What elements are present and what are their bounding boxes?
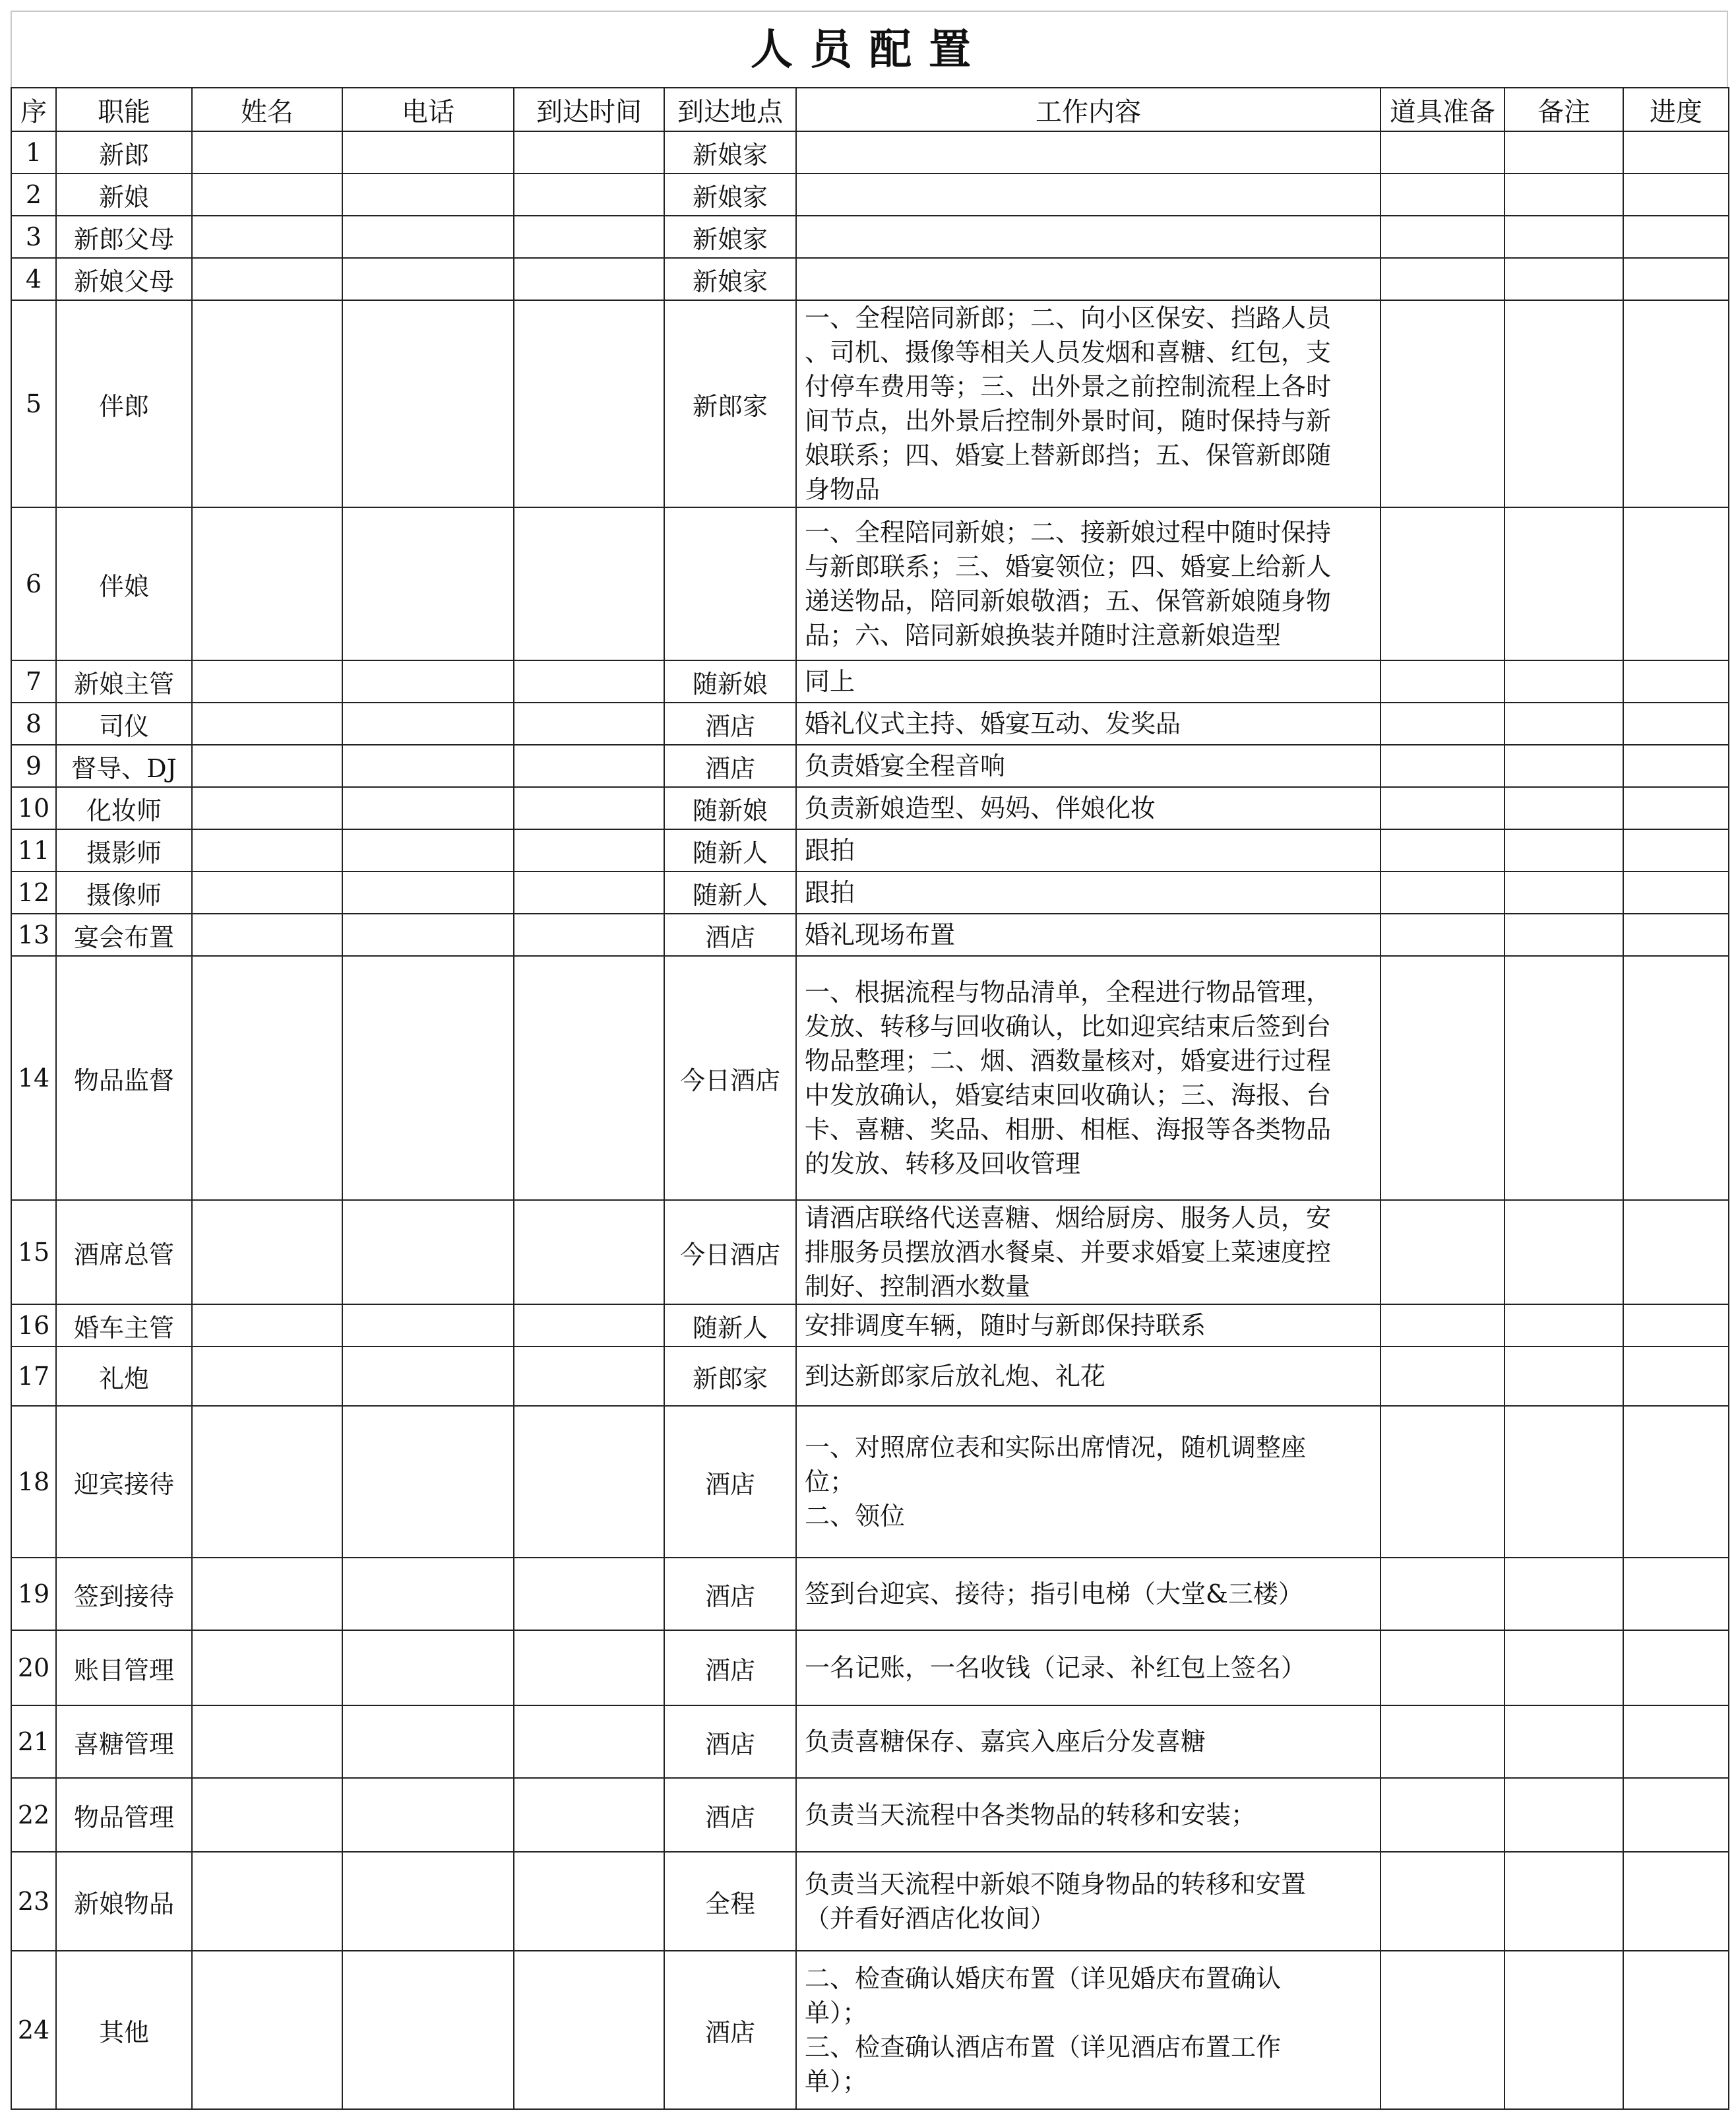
cell-work[interactable]: 请酒店联络代送喜糖、烟给厨房、服务人员，安 排服务员摆放酒水餐桌、并要求婚宴上菜速度控 制好、控制酒水数量 <box>796 1200 1380 1304</box>
table-row <box>11 914 1729 956</box>
cell-place[interactable]: 新郎家 <box>664 1347 796 1406</box>
cell-place[interactable]: 新娘家 <box>664 174 796 216</box>
cell-progress[interactable] <box>1623 1406 1729 1558</box>
cell-no[interactable]: 9 <box>11 745 56 787</box>
cell-place[interactable]: 随新人 <box>664 829 796 871</box>
cell-role[interactable]: 摄像师 <box>56 871 192 914</box>
cell-name[interactable] <box>192 914 342 956</box>
cell-phone[interactable] <box>342 956 514 1200</box>
cell-role[interactable]: 账目管理 <box>56 1630 192 1705</box>
cell-name[interactable] <box>192 216 342 258</box>
cell-name[interactable] <box>192 787 342 829</box>
cell-time[interactable] <box>514 745 664 787</box>
cell-phone[interactable] <box>342 871 514 914</box>
cell-phone[interactable] <box>342 660 514 703</box>
cell-no[interactable]: 5 <box>11 300 56 507</box>
cell-props[interactable] <box>1380 300 1504 507</box>
cell-place[interactable]: 今日酒店 <box>664 1200 796 1304</box>
cell-props[interactable] <box>1380 1778 1504 1852</box>
table-row <box>11 1852 1729 1951</box>
cell-phone[interactable] <box>342 258 514 300</box>
cell-place[interactable]: 酒店 <box>664 745 796 787</box>
cell-role[interactable]: 新娘物品 <box>56 1852 192 1951</box>
header-cell-work: 工作内容 <box>796 88 1380 131</box>
cell-note[interactable] <box>1504 1304 1623 1347</box>
table-row <box>11 1304 1729 1347</box>
cell-no[interactable]: 1 <box>11 131 56 174</box>
cell-time[interactable] <box>514 300 664 507</box>
cell-place[interactable]: 全程 <box>664 1852 796 1951</box>
cell-note[interactable] <box>1504 1558 1623 1630</box>
cell-no[interactable]: 13 <box>11 914 56 956</box>
header-cell-role: 职能 <box>56 88 192 131</box>
cell-work[interactable]: 负责当天流程中新娘不随身物品的转移和安置 （并看好酒店化妆间） <box>796 1852 1380 1951</box>
cell-progress[interactable] <box>1623 1558 1729 1630</box>
cell-no[interactable]: 22 <box>11 1778 56 1852</box>
cell-no[interactable]: 10 <box>11 787 56 829</box>
cell-note[interactable] <box>1504 703 1623 745</box>
cell-role[interactable]: 喜糖管理 <box>56 1705 192 1778</box>
cell-name[interactable] <box>192 507 342 660</box>
cell-note[interactable] <box>1504 131 1623 174</box>
cell-phone[interactable] <box>342 1778 514 1852</box>
cell-no[interactable]: 15 <box>11 1200 56 1304</box>
cell-no[interactable]: 24 <box>11 1951 56 2109</box>
cell-note[interactable] <box>1504 1852 1623 1951</box>
cell-note[interactable] <box>1504 956 1623 1200</box>
cell-no[interactable]: 20 <box>11 1630 56 1705</box>
cell-progress[interactable] <box>1623 174 1729 216</box>
cell-role[interactable]: 迎宾接待 <box>56 1406 192 1558</box>
cell-time[interactable] <box>514 507 664 660</box>
cell-role[interactable]: 新娘父母 <box>56 258 192 300</box>
cell-place[interactable]: 酒店 <box>664 1951 796 2109</box>
cell-place[interactable]: 随新人 <box>664 1304 796 1347</box>
cell-work[interactable] <box>796 216 1380 258</box>
cell-progress[interactable] <box>1623 1200 1729 1304</box>
cell-time[interactable] <box>514 258 664 300</box>
cell-name[interactable] <box>192 1705 342 1778</box>
spreadsheet <box>11 11 1728 2110</box>
cell-role[interactable]: 伴郎 <box>56 300 192 507</box>
cell-props[interactable] <box>1380 1630 1504 1705</box>
cell-phone[interactable] <box>342 507 514 660</box>
cell-note[interactable] <box>1504 829 1623 871</box>
table-row <box>11 871 1729 914</box>
cell-name[interactable] <box>192 1406 342 1558</box>
cell-name[interactable] <box>192 745 342 787</box>
cell-progress[interactable] <box>1623 1778 1729 1852</box>
cell-props[interactable] <box>1380 258 1504 300</box>
table-row <box>11 1347 1729 1406</box>
cell-props[interactable] <box>1380 956 1504 1200</box>
cell-name[interactable] <box>192 871 342 914</box>
cell-note[interactable] <box>1504 1630 1623 1705</box>
cell-progress[interactable] <box>1623 660 1729 703</box>
cell-place[interactable]: 新娘家 <box>664 258 796 300</box>
header-cell-note: 备注 <box>1504 88 1623 131</box>
cell-phone[interactable] <box>342 1558 514 1630</box>
cell-no[interactable]: 23 <box>11 1852 56 1951</box>
cell-progress[interactable] <box>1623 914 1729 956</box>
cell-work[interactable]: 二、检查确认婚庆布置（详见婚庆布置确认 单）； 三、检查确认酒店布置（详见酒店布置工作 单）； <box>796 1951 1380 2109</box>
cell-no[interactable]: 11 <box>11 829 56 871</box>
cell-phone[interactable] <box>342 829 514 871</box>
cell-progress[interactable] <box>1623 216 1729 258</box>
cell-no[interactable]: 6 <box>11 507 56 660</box>
cell-time[interactable] <box>514 829 664 871</box>
cell-progress[interactable] <box>1623 787 1729 829</box>
cell-name[interactable] <box>192 174 342 216</box>
cell-name[interactable] <box>192 703 342 745</box>
cell-name[interactable] <box>192 1778 342 1852</box>
cell-note[interactable] <box>1504 1347 1623 1406</box>
cell-phone[interactable] <box>342 703 514 745</box>
cell-time[interactable] <box>514 1406 664 1558</box>
cell-time[interactable] <box>514 1304 664 1347</box>
cell-work[interactable]: 婚礼仪式主持、婚宴互动、发奖品 <box>796 703 1380 745</box>
cell-work[interactable] <box>796 174 1380 216</box>
cell-progress[interactable] <box>1623 258 1729 300</box>
table-row <box>11 787 1729 829</box>
cell-phone[interactable] <box>342 1630 514 1705</box>
cell-name[interactable] <box>192 258 342 300</box>
cell-progress[interactable] <box>1623 1951 1729 2109</box>
table-row <box>11 1778 1729 1852</box>
cell-name[interactable] <box>192 1558 342 1630</box>
cell-work[interactable]: 跟拍 <box>796 871 1380 914</box>
cell-props[interactable] <box>1380 703 1504 745</box>
cell-note[interactable] <box>1504 174 1623 216</box>
cell-props[interactable] <box>1380 507 1504 660</box>
cell-name[interactable] <box>192 1347 342 1406</box>
cell-note[interactable] <box>1504 1705 1623 1778</box>
cell-props[interactable] <box>1380 1852 1504 1951</box>
cell-props[interactable] <box>1380 174 1504 216</box>
cell-progress[interactable] <box>1623 1304 1729 1347</box>
cell-note[interactable] <box>1504 216 1623 258</box>
table-row <box>11 829 1729 871</box>
cell-role[interactable]: 新郎 <box>56 131 192 174</box>
cell-no[interactable]: 19 <box>11 1558 56 1630</box>
table-row <box>11 174 1729 216</box>
cell-place[interactable]: 酒店 <box>664 914 796 956</box>
cell-name[interactable] <box>192 1304 342 1347</box>
cell-role[interactable]: 新娘主管 <box>56 660 192 703</box>
cell-note[interactable] <box>1504 787 1623 829</box>
cell-progress[interactable] <box>1623 829 1729 871</box>
header-row <box>11 88 1729 131</box>
cell-name[interactable] <box>192 660 342 703</box>
cell-work[interactable]: 一名记账，一名收钱（记录、补红包上签名） <box>796 1630 1380 1705</box>
table-row <box>11 131 1729 174</box>
cell-props[interactable] <box>1380 1558 1504 1630</box>
cell-props[interactable] <box>1380 1304 1504 1347</box>
cell-props[interactable] <box>1380 914 1504 956</box>
cell-place[interactable]: 随新娘 <box>664 660 796 703</box>
cell-work[interactable]: 签到台迎宾、接待；指引电梯（大堂&三楼） <box>796 1558 1380 1630</box>
cell-role[interactable]: 婚车主管 <box>56 1304 192 1347</box>
cell-place[interactable] <box>664 507 796 660</box>
cell-note[interactable] <box>1504 660 1623 703</box>
cell-props[interactable] <box>1380 871 1504 914</box>
cell-name[interactable] <box>192 300 342 507</box>
table-row <box>11 1951 1729 2109</box>
cell-no[interactable]: 17 <box>11 1347 56 1406</box>
cell-note[interactable] <box>1504 1406 1623 1558</box>
cell-time[interactable] <box>514 1951 664 2109</box>
cell-props[interactable] <box>1380 1347 1504 1406</box>
cell-place[interactable]: 酒店 <box>664 1705 796 1778</box>
cell-work[interactable]: 负责新娘造型、妈妈、伴娘化妆 <box>796 787 1380 829</box>
cell-progress[interactable] <box>1623 507 1729 660</box>
cell-work[interactable]: 跟拍 <box>796 829 1380 871</box>
cell-props[interactable] <box>1380 787 1504 829</box>
cell-phone[interactable] <box>342 1705 514 1778</box>
cell-no[interactable]: 2 <box>11 174 56 216</box>
cell-props[interactable] <box>1380 1200 1504 1304</box>
table-row <box>11 745 1729 787</box>
cell-role[interactable]: 化妆师 <box>56 787 192 829</box>
cell-time[interactable] <box>514 131 664 174</box>
header-cell-no: 序 <box>11 88 56 131</box>
cell-time[interactable] <box>514 703 664 745</box>
cell-name[interactable] <box>192 1852 342 1951</box>
cell-phone[interactable] <box>342 1347 514 1406</box>
cell-place[interactable]: 酒店 <box>664 1630 796 1705</box>
cell-note[interactable] <box>1504 300 1623 507</box>
cell-props[interactable] <box>1380 1951 1504 2109</box>
cell-phone[interactable] <box>342 914 514 956</box>
cell-place[interactable]: 酒店 <box>664 1778 796 1852</box>
cell-place[interactable]: 酒店 <box>664 703 796 745</box>
cell-no[interactable]: 8 <box>11 703 56 745</box>
cell-role[interactable]: 物品管理 <box>56 1778 192 1852</box>
cell-work[interactable]: 负责婚宴全程音响 <box>796 745 1380 787</box>
cell-note[interactable] <box>1504 1200 1623 1304</box>
cell-role[interactable]: 礼炮 <box>56 1347 192 1406</box>
cell-work[interactable]: 负责当天流程中各类物品的转移和安装； <box>796 1778 1380 1852</box>
cell-props[interactable] <box>1380 829 1504 871</box>
cell-role[interactable]: 签到接待 <box>56 1558 192 1630</box>
cell-work[interactable]: 负责喜糖保存、嘉宾入座后分发喜糖 <box>796 1705 1380 1778</box>
cell-progress[interactable] <box>1623 956 1729 1200</box>
cell-no[interactable]: 4 <box>11 258 56 300</box>
cell-phone[interactable] <box>342 216 514 258</box>
cell-place[interactable]: 今日酒店 <box>664 956 796 1200</box>
cell-time[interactable] <box>514 1852 664 1951</box>
cell-time[interactable] <box>514 1558 664 1630</box>
cell-role[interactable]: 新娘 <box>56 174 192 216</box>
cell-phone[interactable] <box>342 1200 514 1304</box>
cell-work[interactable]: 安排调度车辆，随时与新郎保持联系 <box>796 1304 1380 1347</box>
cell-phone[interactable] <box>342 1951 514 2109</box>
cell-work[interactable]: 一、全程陪同新娘；二、接新娘过程中随时保持 与新郎联系；三、婚宴领位；四、婚宴上给新人 递送物品，陪同新娘敬酒；五、保管新娘随身物 品；六、陪同新娘换装并随时注意新娘造型 <box>796 507 1380 660</box>
cell-phone[interactable] <box>342 787 514 829</box>
cell-note[interactable] <box>1504 507 1623 660</box>
cell-place[interactable]: 新娘家 <box>664 216 796 258</box>
table-row <box>11 258 1729 300</box>
header-cell-time: 到达时间 <box>514 88 664 131</box>
table-row <box>11 1558 1729 1630</box>
cell-time[interactable] <box>514 914 664 956</box>
cell-place[interactable]: 新娘家 <box>664 131 796 174</box>
table-row <box>11 507 1729 660</box>
cell-phone[interactable] <box>342 131 514 174</box>
cell-note[interactable] <box>1504 745 1623 787</box>
cell-time[interactable] <box>514 787 664 829</box>
cell-work[interactable] <box>796 131 1380 174</box>
cell-phone[interactable] <box>342 174 514 216</box>
cell-props[interactable] <box>1380 1705 1504 1778</box>
header-cell-progress: 进度 <box>1623 88 1729 131</box>
cell-role[interactable]: 伴娘 <box>56 507 192 660</box>
table-row <box>11 1200 1729 1304</box>
cell-place[interactable]: 酒店 <box>664 1406 796 1558</box>
table-row <box>11 703 1729 745</box>
cell-progress[interactable] <box>1623 1630 1729 1705</box>
cell-progress[interactable] <box>1623 871 1729 914</box>
cell-work[interactable]: 到达新郎家后放礼炮、礼花 <box>796 1347 1380 1406</box>
cell-time[interactable] <box>514 1630 664 1705</box>
cell-time[interactable] <box>514 1200 664 1304</box>
cell-props[interactable] <box>1380 1406 1504 1558</box>
cell-work[interactable]: 一、根据流程与物品清单，全程进行物品管理， 发放、转移与回收确认，比如迎宾结束后签到台 物品整理；二、烟、酒数量核对，婚宴进行过程 中发放确认，婚宴结束回收确认；三、海报、台 卡、喜糖、奖品、相册、相框、海报等各类物品 的发放、转移及回收管理 <box>796 956 1380 1200</box>
cell-name[interactable] <box>192 829 342 871</box>
cell-work[interactable]: 婚礼现场布置 <box>796 914 1380 956</box>
cell-role[interactable]: 宴会布置 <box>56 914 192 956</box>
cell-progress[interactable] <box>1623 131 1729 174</box>
cell-props[interactable] <box>1380 216 1504 258</box>
cell-name[interactable] <box>192 131 342 174</box>
cell-note[interactable] <box>1504 914 1623 956</box>
header-cell-place: 到达地点 <box>664 88 796 131</box>
table-row <box>11 216 1729 258</box>
cell-phone[interactable] <box>342 745 514 787</box>
cell-progress[interactable] <box>1623 1705 1729 1778</box>
table-row <box>11 1406 1729 1558</box>
cell-no[interactable]: 18 <box>11 1406 56 1558</box>
cell-name[interactable] <box>192 1630 342 1705</box>
cell-work[interactable] <box>796 258 1380 300</box>
cell-place[interactable]: 新郎家 <box>664 300 796 507</box>
cell-progress[interactable] <box>1623 300 1729 507</box>
cell-note[interactable] <box>1504 1951 1623 2109</box>
cell-time[interactable] <box>514 174 664 216</box>
cell-progress[interactable] <box>1623 1347 1729 1406</box>
page-title: 人员配置 <box>11 11 1728 87</box>
cell-note[interactable] <box>1504 258 1623 300</box>
cell-time[interactable] <box>514 1778 664 1852</box>
cell-no[interactable]: 21 <box>11 1705 56 1778</box>
cell-phone[interactable] <box>342 300 514 507</box>
table-row <box>11 660 1729 703</box>
cell-props[interactable] <box>1380 660 1504 703</box>
cell-time[interactable] <box>514 871 664 914</box>
cell-work[interactable]: 同上 <box>796 660 1380 703</box>
cell-time[interactable] <box>514 1705 664 1778</box>
cell-time[interactable] <box>514 660 664 703</box>
cell-no[interactable]: 3 <box>11 216 56 258</box>
cell-work[interactable]: 一、全程陪同新郎；二、向小区保安、挡路人员 、司机、摄像等相关人员发烟和喜糖、红包，支 付停车费用等；三、出外景之前控制流程上各时 间节点，出外景后控制外景时间，随时保持与新 娘联系；四、婚宴上替新郎挡；五、保管新郎随 身物品 <box>796 300 1380 507</box>
header-cell-phone: 电话 <box>342 88 514 131</box>
cell-time[interactable] <box>514 216 664 258</box>
cell-name[interactable] <box>192 1200 342 1304</box>
cell-props[interactable] <box>1380 131 1504 174</box>
cell-role[interactable]: 新郎父母 <box>56 216 192 258</box>
cell-role[interactable]: 摄影师 <box>56 829 192 871</box>
cell-place[interactable]: 随新人 <box>664 871 796 914</box>
cell-place[interactable]: 随新娘 <box>664 787 796 829</box>
cell-name[interactable] <box>192 1951 342 2109</box>
cell-name[interactable] <box>192 956 342 1200</box>
cell-no[interactable]: 7 <box>11 660 56 703</box>
cell-phone[interactable] <box>342 1852 514 1951</box>
table-row <box>11 1630 1729 1705</box>
cell-role[interactable]: 其他 <box>56 1951 192 2109</box>
cell-role[interactable]: 司仪 <box>56 703 192 745</box>
table-row <box>11 956 1729 1200</box>
cell-no[interactable]: 16 <box>11 1304 56 1347</box>
header-cell-name: 姓名 <box>192 88 342 131</box>
cell-phone[interactable] <box>342 1406 514 1558</box>
table-row <box>11 300 1729 507</box>
cell-progress[interactable] <box>1623 1852 1729 1951</box>
cell-place[interactable]: 酒店 <box>664 1558 796 1630</box>
cell-note[interactable] <box>1504 871 1623 914</box>
cell-role[interactable]: 物品监督 <box>56 956 192 1200</box>
staff-table <box>11 87 1729 2110</box>
table-row <box>11 1705 1729 1778</box>
cell-note[interactable] <box>1504 1778 1623 1852</box>
cell-time[interactable] <box>514 956 664 1200</box>
cell-work[interactable]: 一、对照席位表和实际出席情况，随机调整座 位； 二、领位 <box>796 1406 1380 1558</box>
header-cell-props: 道具准备 <box>1380 88 1504 131</box>
cell-role[interactable]: 督导、DJ <box>56 745 192 787</box>
cell-role[interactable]: 酒席总管 <box>56 1200 192 1304</box>
cell-progress[interactable] <box>1623 703 1729 745</box>
cell-no[interactable]: 14 <box>11 956 56 1200</box>
cell-time[interactable] <box>514 1347 664 1406</box>
cell-no[interactable]: 12 <box>11 871 56 914</box>
cell-phone[interactable] <box>342 1304 514 1347</box>
cell-props[interactable] <box>1380 745 1504 787</box>
cell-progress[interactable] <box>1623 745 1729 787</box>
